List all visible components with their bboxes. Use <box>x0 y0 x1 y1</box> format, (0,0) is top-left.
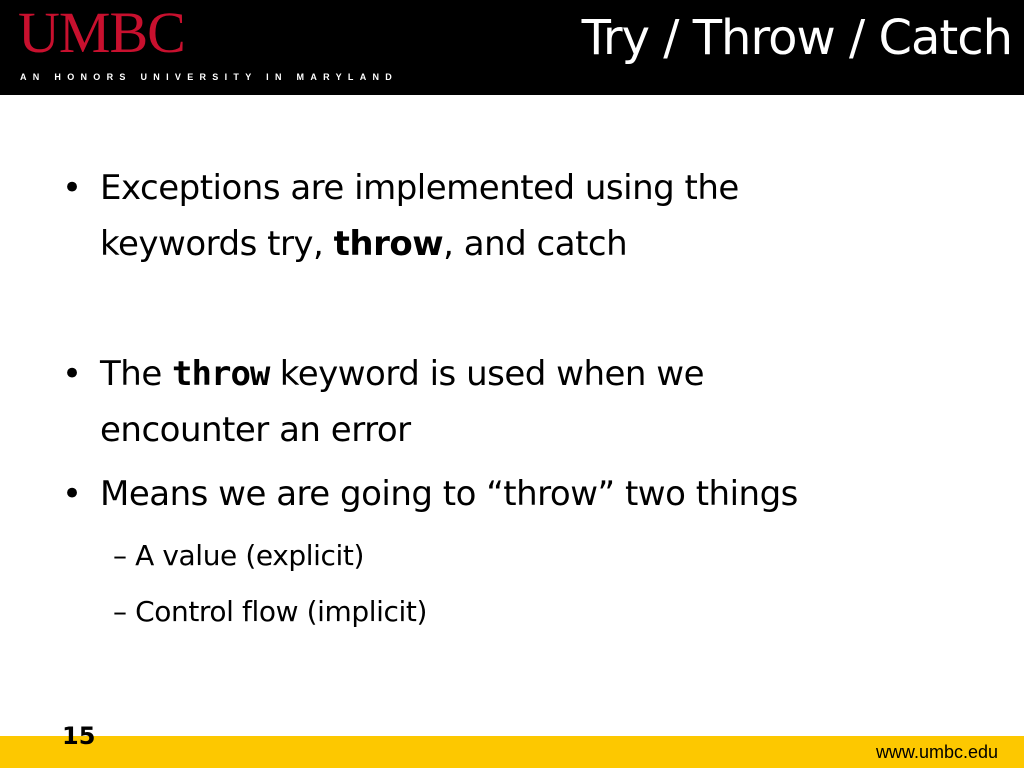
page-number: 15 <box>62 722 96 750</box>
bullet-line: Exceptions are implemented using the <box>100 168 739 208</box>
slide-header <box>0 0 1024 95</box>
logo-tagline: AN HONORS UNIVERSITY IN MARYLAND <box>20 72 399 82</box>
footer-bar <box>0 736 1024 768</box>
sub-bullet-control-flow <box>113 592 427 632</box>
sub-bullet-value <box>113 536 364 576</box>
bullet-marker: • <box>62 168 82 208</box>
bullet-text <box>100 346 962 458</box>
umbc-logo: UMBC <box>18 0 185 65</box>
sub-bullet-dash: – <box>113 539 127 572</box>
bullet-line-part: The <box>100 354 173 394</box>
bullet-text <box>100 160 962 272</box>
bullet-text: Means we are going to “throw” two things <box>100 474 798 514</box>
sub-bullet-dash: – <box>113 595 127 628</box>
sub-bullet-text: Control flow (implicit) <box>135 595 427 628</box>
bullet-exceptions <box>62 160 962 272</box>
bullet-means <box>62 466 962 522</box>
keyword-throw-bold: throw <box>333 224 444 264</box>
bullet-marker: • <box>62 474 82 514</box>
bullet-line-part: keyword is used when we <box>269 354 705 394</box>
bullet-line: encounter an error <box>100 410 411 450</box>
keyword-throw-code: throw <box>172 354 270 394</box>
footer-url: www.umbc.edu <box>875 742 998 762</box>
bullet-throw-keyword <box>62 346 962 458</box>
bullet-line-part: , and catch <box>443 224 628 264</box>
bullet-line-part: keywords try, <box>100 224 334 264</box>
slide-title: Try / Throw / Catch <box>581 10 1012 66</box>
bullet-marker: • <box>62 354 82 394</box>
sub-bullet-text: A value (explicit) <box>135 539 364 572</box>
